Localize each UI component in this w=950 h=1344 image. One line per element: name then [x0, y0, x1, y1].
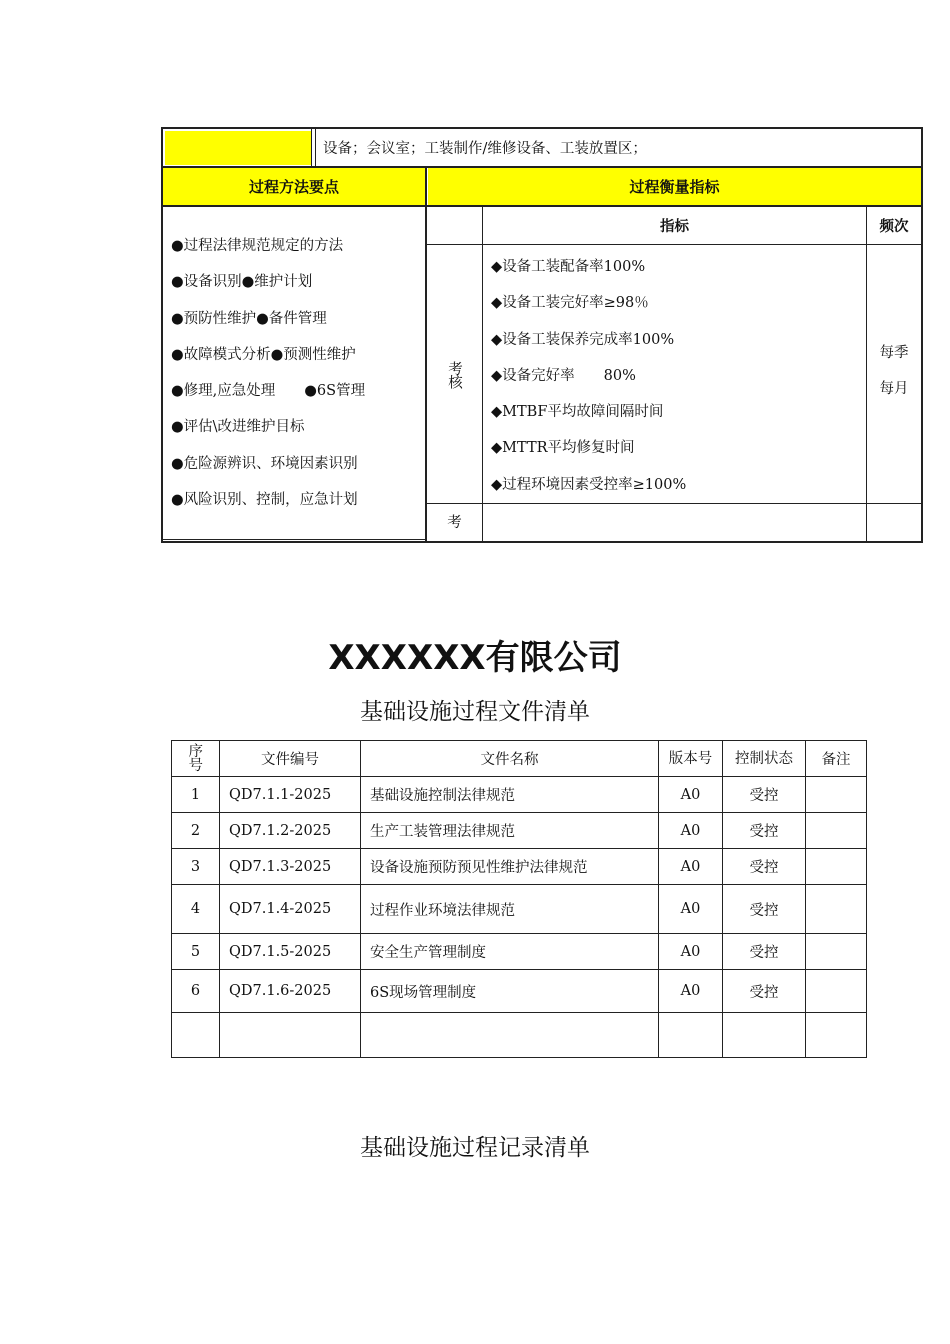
method-point-item: ●预防性维护●备件管理 — [171, 310, 327, 327]
header-version: 版本号 — [659, 741, 723, 777]
row-no: 6 — [172, 970, 220, 1013]
indicators-list — [491, 249, 686, 503]
indicator-item: ◆MTBF平均故障间隔时间 — [491, 404, 664, 421]
row-no: 2 — [172, 813, 220, 849]
row-version: A0 — [659, 777, 723, 813]
company-title: XXXXXX有限公司 — [328, 638, 622, 678]
indicator-item: ◆设备工装完好率≥98％ — [491, 295, 649, 312]
table-row — [172, 1013, 867, 1058]
row-no — [172, 1013, 220, 1058]
row-version: A0 — [659, 813, 723, 849]
indicator-item: ◆MTTR平均修复时间 — [491, 440, 635, 457]
row-remark — [806, 1013, 867, 1058]
table-row — [172, 934, 867, 970]
row-status: 受控 — [723, 970, 806, 1013]
header-name: 文件名称 — [361, 741, 659, 777]
row-code — [220, 1013, 361, 1058]
row-version — [659, 1013, 723, 1058]
row-name: 基础设施控制法律规范 — [361, 777, 659, 813]
row-remark — [806, 934, 867, 970]
row-name — [361, 1013, 659, 1058]
row-code: QD7.1.5-2025 — [220, 934, 361, 970]
method-point-item: ●危险源辨识、环境因素识别 — [171, 455, 358, 472]
frequency-monthly: 每月 — [879, 381, 909, 397]
frequency-column-header: 频次 — [879, 219, 909, 235]
row-code: QD7.1.6-2025 — [220, 970, 361, 1013]
row-remark — [806, 885, 867, 934]
row-remark — [806, 970, 867, 1013]
row-no: 3 — [172, 849, 220, 885]
table-row — [172, 849, 867, 885]
method-point-item: ●故障模式分析●预测性维护 — [171, 346, 356, 363]
scope-label-cell — [165, 131, 311, 165]
row-remark — [806, 849, 867, 885]
row-name: 生产工装管理法律规范 — [361, 813, 659, 849]
table-row — [172, 970, 867, 1013]
row-version: A0 — [659, 934, 723, 970]
header-remark: 备注 — [806, 741, 867, 777]
header-no: 序号 — [172, 741, 220, 777]
measurement-indicators-header: 过程衡量指标 — [428, 168, 921, 205]
file-list-table — [171, 740, 867, 1058]
row-remark — [806, 777, 867, 813]
row-status: 受控 — [723, 813, 806, 849]
file-list-title: 基础设施过程文件清单 — [360, 699, 590, 725]
row-status: 受控 — [723, 934, 806, 970]
method-points-header: 过程方法要点 — [163, 168, 425, 205]
frequency-quarterly: 每季 — [879, 345, 909, 361]
row-name: 安全生产管理制度 — [361, 934, 659, 970]
row-name: 过程作业环境法律规范 — [361, 885, 659, 934]
row-status: 受控 — [723, 777, 806, 813]
method-points-list — [171, 228, 365, 518]
row-no: 1 — [172, 777, 220, 813]
method-point-item: ●评估\改进维护目标 — [171, 419, 305, 436]
row-no: 4 — [172, 885, 220, 934]
row-version: A0 — [659, 849, 723, 885]
table-row — [172, 885, 867, 934]
record-list-title: 基础设施过程记录清单 — [360, 1135, 590, 1161]
table-header-row — [172, 741, 867, 777]
assessment-label: 考核 — [446, 360, 462, 388]
indicator-column-header: 指标 — [660, 219, 689, 235]
row-version: A0 — [659, 885, 723, 934]
indicator-item: ◆设备完好率 80% — [491, 367, 636, 384]
row-code: QD7.1.2-2025 — [220, 813, 361, 849]
row-status: 受控 — [723, 885, 806, 934]
header-code: 文件编号 — [220, 741, 361, 777]
indicator-item: ◆过程环境因素受控率≥100% — [491, 476, 687, 493]
indicator-item: ◆设备工装保养完成率100% — [491, 331, 675, 348]
row-code: QD7.1.4-2025 — [220, 885, 361, 934]
scope-text: 设备；会议室；工装制作/维修设备、工装放置区； — [323, 141, 647, 157]
row-name: 6S现场管理制度 — [361, 970, 659, 1013]
row-status: 受控 — [723, 849, 806, 885]
row-code: QD7.1.3-2025 — [220, 849, 361, 885]
table-row — [172, 777, 867, 813]
method-point-item: ●过程法律规范规定的方法 — [171, 238, 344, 254]
row-code: QD7.1.1-2025 — [220, 777, 361, 813]
row-remark — [806, 813, 867, 849]
row-status — [723, 1013, 806, 1058]
method-point-item: ●设备识别●维护计划 — [171, 274, 313, 291]
table-row — [172, 813, 867, 849]
row-name: 设备设施预防预见性维护法律规范 — [361, 849, 659, 885]
method-point-item: ●风险识别、控制，应急计划 — [171, 492, 358, 509]
row-no: 5 — [172, 934, 220, 970]
row-version: A0 — [659, 970, 723, 1013]
header-status: 控制状态 — [723, 741, 806, 777]
indicator-item: ◆设备工装配备率100% — [491, 259, 646, 275]
method-point-item: ●修理,应急处理 ●6S管理 — [171, 383, 366, 400]
assessment-label-2: 考 — [447, 515, 462, 531]
